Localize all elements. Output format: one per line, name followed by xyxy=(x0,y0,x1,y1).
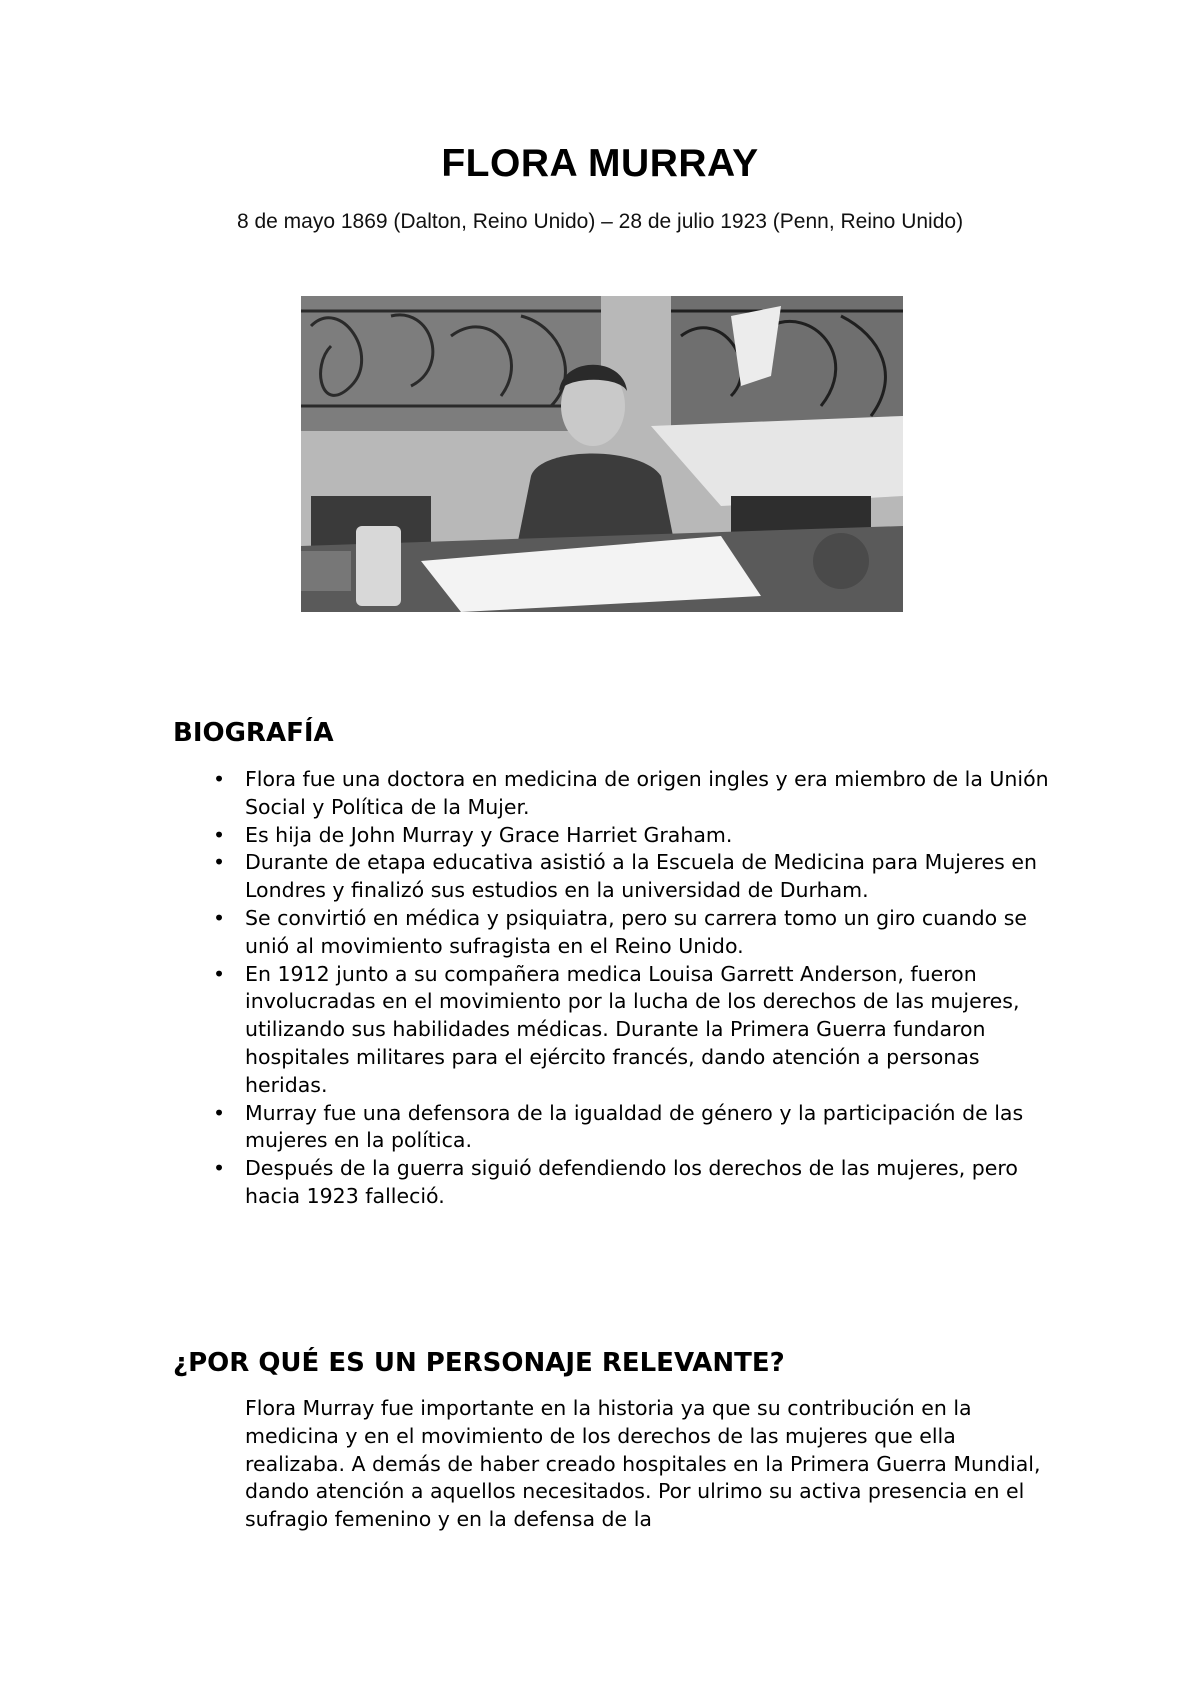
list-item xyxy=(173,766,1053,822)
bullet-icon: • xyxy=(213,905,226,930)
list-item xyxy=(173,1155,1053,1211)
bullet-icon: • xyxy=(213,767,226,791)
list-item-text: Murray fue una defensora de la igualdad de género y la participación de las mujeres en la política. xyxy=(245,1100,1024,1153)
bullet-icon: • xyxy=(213,850,226,875)
list-item-text: Durante de etapa educativa asistió a la Escuela de Medicina para Mujeres en Londres y finalizó sus estudios en la universidad de Durham. xyxy=(245,850,1037,903)
relevance-paragraph: Flora Murray fue importante en la historia ya que su contribución en la medicina y en el movimiento de los derechos de las mujeres que ella realizaba. A demás de haber creado hospitales en la Primera Guerra Mundial, dando atención a aquellos necesitados. Por ulrimo su activa presencia en el sufragio femenino y en la defensa de la xyxy=(245,1396,1041,1532)
list-item-text: En 1912 junto a su compañera medica Louisa Garrett Anderson, fueron involucradas en el movimiento por la lucha de los derechos de las mujeres, utilizando sus habilidades médicas. Durante la Primera Guerra fundaron hospitales militares para el ejército francés, dando atención a personas heridas. xyxy=(245,961,1020,1097)
list-item xyxy=(173,961,1053,1100)
portrait-photo-illustration xyxy=(301,296,903,612)
list-item-text: Se convirtió en médica y psiquiatra, pero su carrera tomo un giro cuando se unió al movimiento sufragista en el Reino Unido. xyxy=(245,905,1028,958)
bullet-icon: • xyxy=(213,961,226,986)
list-item-text: Después de la guerra siguió defendiendo los derechos de las mujeres, pero hacia 1923 falleció. xyxy=(245,1156,1018,1208)
bullet-icon: • xyxy=(213,822,226,847)
relevance-heading: ¿POR QUÉ ES UN PERSONAJE RELEVANTE? xyxy=(173,1348,785,1378)
list-item-text: Flora fue una doctora en medicina de origen ingles y era miembro de la Unión Social y Política de la Mujer. xyxy=(245,767,1049,819)
bullet-icon: • xyxy=(213,1100,226,1125)
life-dates-subtitle: 8 de mayo 1869 (Dalton, Reino Unido) – 28 de julio 1923 (Penn, Reino Unido) xyxy=(236,210,964,233)
list-item-text: Es hija de John Murray y Grace Harriet Graham. xyxy=(245,822,733,847)
biography-heading: BIOGRAFÍA xyxy=(173,718,334,748)
page-title: FLORA MURRAY xyxy=(441,142,759,185)
biography-list xyxy=(173,766,1053,1211)
list-item xyxy=(173,822,1053,850)
list-item xyxy=(173,1100,1053,1156)
list-item xyxy=(173,849,1053,905)
portrait-photo xyxy=(301,296,903,612)
list-item xyxy=(173,905,1053,961)
bullet-icon: • xyxy=(213,1156,226,1181)
